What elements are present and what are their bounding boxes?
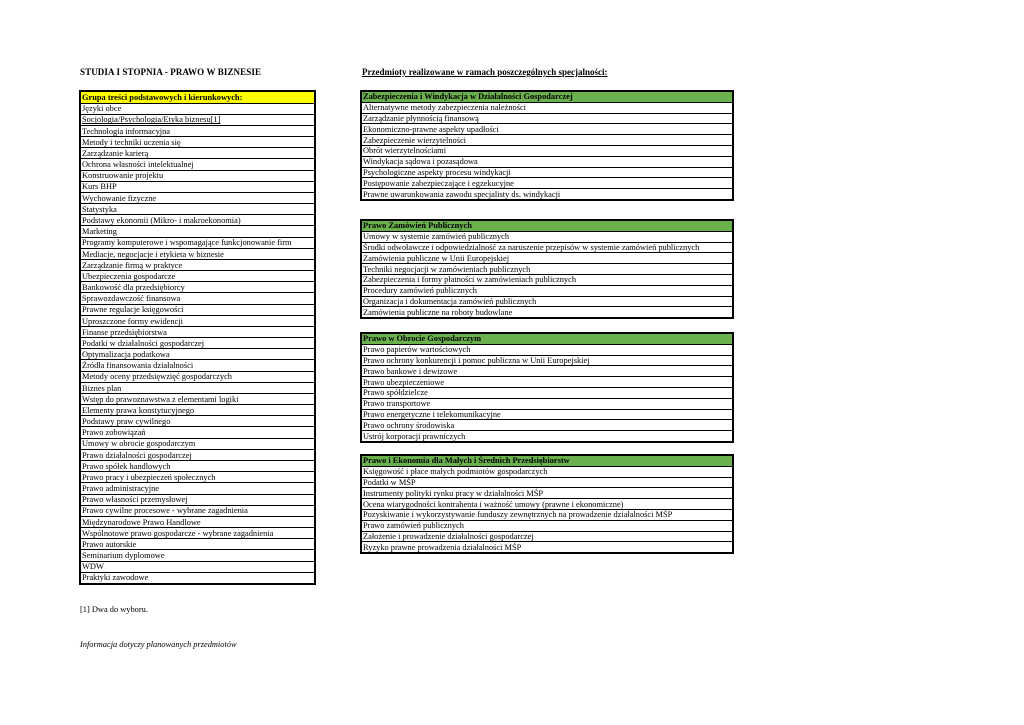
- table-row: [80, 483, 315, 494]
- core-subject-cell: Prawo pracy i ubezpieczeń społecznych: [80, 472, 315, 483]
- core-subject-cell: Prawo spółek handlowych: [80, 461, 315, 472]
- table-row: [361, 420, 733, 431]
- core-subject-cell: Optymalizacja podatkowa: [80, 349, 315, 360]
- specialization-subject-cell: Prawo energetyczne i telekomunikacyjne: [361, 409, 733, 420]
- core-subject-cell: Ochrona własności intelektualnej: [80, 159, 315, 170]
- table-row: [80, 137, 315, 148]
- table-row: [361, 355, 733, 366]
- table-row: [80, 315, 315, 326]
- table-row: [361, 253, 733, 264]
- table-row: [80, 304, 315, 315]
- table-row: [361, 488, 733, 499]
- table-row: [80, 271, 315, 282]
- specialization-subject-cell: Zarządzanie płynnością finansową: [361, 113, 733, 124]
- table-row: [361, 135, 733, 146]
- table-row: [80, 226, 315, 237]
- table-row: [80, 338, 315, 349]
- core-subject-cell: Podstawy ekonomii (Mikro- i makroekonomia): [80, 215, 315, 226]
- core-subject-cell: Mediacje, negocjacje i etykieta w biznesie: [80, 248, 315, 259]
- table-row: [361, 231, 733, 242]
- core-subjects-table: [79, 90, 316, 585]
- core-subject-cell: Kurs BHP: [80, 181, 315, 192]
- table-row: [80, 505, 315, 516]
- table-row: [80, 438, 315, 449]
- core-subject-cell: Metody i techniki uczenia się: [80, 137, 315, 148]
- table-row: [361, 466, 733, 477]
- table-row: [80, 360, 315, 371]
- specialization-subject-cell: Prawo ubezpieczeniowe: [361, 377, 733, 388]
- table-row: [80, 405, 315, 416]
- core-subject-cell: Elementy prawa konstytucyjnego: [80, 405, 315, 416]
- table-header-row: [361, 91, 733, 102]
- table-header-row: [361, 220, 733, 231]
- page-title: STUDIA I STOPNIA - PRAWO W BIZNESIE: [80, 67, 262, 77]
- core-subject-cell: Wychowanie fizyczne: [80, 192, 315, 203]
- footnote: [1] Dwa do wyboru.: [80, 605, 148, 614]
- table-row: [80, 550, 315, 561]
- table-row: [80, 449, 315, 460]
- table-row: [80, 528, 315, 539]
- core-subject-cell: WDW: [80, 561, 315, 572]
- table-row: [361, 102, 733, 113]
- table-row: [80, 148, 315, 159]
- table-row: [361, 156, 733, 167]
- specialization-subject-cell: Zamówienia publiczne na roboty budowlane: [361, 307, 733, 318]
- specialization-subject-cell: Ryzyko prawne prowadzenia działalności MŚP: [361, 542, 733, 553]
- specialization-subject-cell: Alternatywne metody zabezpieczenia należności: [361, 102, 733, 113]
- specialization-subject-cell: Instrumenty polityki rynku pracy w działalności MŚP: [361, 488, 733, 499]
- table-row: [361, 344, 733, 355]
- table-row: [361, 509, 733, 520]
- specialization-subject-cell: Założenie i prowadzenie działalności gospodarczej: [361, 531, 733, 542]
- table-row: [80, 237, 315, 248]
- core-subject-cell: Konstruowanie projektu: [80, 170, 315, 181]
- core-subject-cell: Biznes plan: [80, 382, 315, 393]
- core-subject-cell: Zarządzanie karierą: [80, 148, 315, 159]
- specialization-table-msp: [360, 454, 734, 554]
- core-subject-cell: Socjologia/Psychologia/Etyka biznesu[1]: [80, 114, 315, 125]
- specialization-subject-cell: Zabezpieczenie wierzytelności: [361, 135, 733, 146]
- core-subject-cell: Prawne regulacje księgowości: [80, 304, 315, 315]
- table-row: [80, 561, 315, 572]
- table-row: [361, 167, 733, 178]
- table-header-row: [361, 455, 733, 466]
- table-row: [361, 366, 733, 377]
- table-row: [80, 472, 315, 483]
- table-row: [80, 539, 315, 550]
- table-row: [361, 520, 733, 531]
- table-row: [361, 499, 733, 510]
- table-row: [80, 326, 315, 337]
- core-subject-cell: Prawo administracyjne: [80, 483, 315, 494]
- table-header-row: [80, 91, 315, 103]
- specialization-subject-cell: Postępowanie zabezpieczające i egzekucyjne: [361, 178, 733, 189]
- specialization-table-zamowienia: [360, 219, 734, 319]
- core-subject-cell: Metody oceny przedsięwzięć gospodarczych: [80, 371, 315, 382]
- specialization-subject-cell: Prawo ochrony konkurencji i pomoc publiczna w Unii Europejskiej: [361, 355, 733, 366]
- specialization-subject-cell: Prawne uwarunkowania zawodu specjalisty ds. windykacji: [361, 189, 733, 200]
- core-subject-cell: Prawo działalności gospodarczej: [80, 449, 315, 460]
- table-row: [361, 274, 733, 285]
- specialization-header: Zabezpieczenia i Windykacja w Działalności Gospodarczej: [361, 91, 733, 102]
- core-subject-cell: Prawo autorskie: [80, 539, 315, 550]
- table-row: [80, 114, 315, 125]
- core-subject-cell: Sprawozdawczość finansowa: [80, 293, 315, 304]
- table-row: [80, 259, 315, 270]
- table-row: [80, 159, 315, 170]
- table-row: [80, 572, 315, 584]
- core-subjects-header: Grupa treści podstawowych i kierunkowych:: [80, 91, 315, 103]
- table-row: [80, 293, 315, 304]
- specialization-subject-cell: Prawo bankowe i dewizowe: [361, 366, 733, 377]
- specialization-subject-cell: Pozyskiwanie i wykorzystywanie funduszy zewnętrznych na prowadzenie działalności MŚP: [361, 509, 733, 520]
- table-row: [361, 387, 733, 398]
- core-subject-cell: Ubezpieczenia gospodarcze: [80, 271, 315, 282]
- table-row: [361, 477, 733, 488]
- specialization-subject-cell: Techniki negocjacji w zamówieniach publicznych: [361, 264, 733, 275]
- core-subject-cell: Prawo cywilne procesowe - wybrane zagadnienia: [80, 505, 315, 516]
- specialization-subject-cell: Windykacja sądowa i pozasądowa: [361, 156, 733, 167]
- specialization-header: Prawo i Ekonomia dla Małych i Średnich Przedsiębiorstw: [361, 455, 733, 466]
- table-row: [361, 307, 733, 318]
- specialization-subject-cell: Prawo papierów wartościowych: [361, 344, 733, 355]
- table-row: [361, 178, 733, 189]
- core-subject-cell: Umowy w obrocie gospodarczym: [80, 438, 315, 449]
- core-subject-cell: Technologia informacyjna: [80, 125, 315, 136]
- info-note: Informacja dotyczy planowanych przedmiotów: [80, 640, 237, 649]
- core-subject-cell: Wspólnotowe prawo gospodarcze - wybrane zagadnienia: [80, 528, 315, 539]
- table-row: [361, 145, 733, 156]
- specialization-subject-cell: Obrót wierzytelnościami: [361, 145, 733, 156]
- table-row: [361, 409, 733, 420]
- table-row: [361, 264, 733, 275]
- table-row: [80, 349, 315, 360]
- table-row: [80, 204, 315, 215]
- specialization-subject-cell: Prawo ochrony środowiska: [361, 420, 733, 431]
- table-row: [80, 416, 315, 427]
- specialization-subject-cell: Prawo spółdzielcze: [361, 387, 733, 398]
- table-row: [80, 215, 315, 226]
- table-row: [80, 103, 315, 114]
- table-header-row: [361, 333, 733, 344]
- table-row: [80, 461, 315, 472]
- core-subject-cell: Podstawy praw cywilnego: [80, 416, 315, 427]
- table-row: [80, 393, 315, 404]
- specialization-subject-cell: Prawo zamówień publicznych: [361, 520, 733, 531]
- core-subject-cell: Prawo zobowiązań: [80, 427, 315, 438]
- table-row: [361, 296, 733, 307]
- core-subject-cell: Marketing: [80, 226, 315, 237]
- specialization-subject-cell: Ocena wiarygodności kontrahenta i ważność umowy (prawne i ekonomiczne): [361, 499, 733, 510]
- table-row: [361, 531, 733, 542]
- core-subject-cell: Prawo własności przemysłowej: [80, 494, 315, 505]
- core-subject-cell: Zarządzanie firmą w praktyce: [80, 259, 315, 270]
- table-row: [80, 382, 315, 393]
- table-row: [361, 377, 733, 388]
- table-row: [80, 181, 315, 192]
- table-row: [80, 282, 315, 293]
- specialization-subject-cell: Ustrój korporacji prawniczych: [361, 431, 733, 442]
- table-row: [361, 124, 733, 135]
- table-row: [80, 516, 315, 527]
- table-row: [361, 189, 733, 200]
- core-subject-cell: Statystyka: [80, 204, 315, 215]
- table-row: [80, 427, 315, 438]
- table-row: [361, 431, 733, 442]
- specializations-title: Przedmioty realizowane w ramach poszczególnych specjalności:: [362, 67, 608, 77]
- core-subject-cell: Finanse przedsiębiorstwa: [80, 326, 315, 337]
- table-row: [80, 192, 315, 203]
- specialization-subject-cell: Zamówienia publiczne w Unii Europejskiej: [361, 253, 733, 264]
- specialization-header: Prawo Zamówień Publicznych: [361, 220, 733, 231]
- specialization-header: Prawo w Obrocie Gospodarczym: [361, 333, 733, 344]
- core-subject-cell: Bankowość dla przedsiębiorcy: [80, 282, 315, 293]
- specialization-subject-cell: Organizacja i dokumentacja zamówień publicznych: [361, 296, 733, 307]
- specialization-subject-cell: Psychologiczne aspekty procesu windykacji: [361, 167, 733, 178]
- table-row: [80, 125, 315, 136]
- core-subject-cell: Uproszczone formy ewidencji: [80, 315, 315, 326]
- core-subject-cell: Międzynarodowe Prawo Handlowe: [80, 516, 315, 527]
- specialization-subject-cell: Księgowość i płace małych podmiotów gospodarczych: [361, 466, 733, 477]
- table-row: [80, 170, 315, 181]
- core-subject-cell: Języki obce: [80, 103, 315, 114]
- core-subject-cell: Seminarium dyplomowe: [80, 550, 315, 561]
- core-subject-cell: Wstęp do prawoznawstwa z elementami logiki: [80, 393, 315, 404]
- core-subject-cell: Programy komputerowe i wspomagające funkcjonowanie firm: [80, 237, 315, 248]
- core-subject-cell: Praktyki zawodowe: [80, 572, 315, 584]
- core-subject-cell: Źródła finansowania działalności: [80, 360, 315, 371]
- specialization-subject-cell: Umowy w systemie zamówień publicznych: [361, 231, 733, 242]
- table-row: [361, 398, 733, 409]
- specialization-subject-cell: Procedury zamówień publicznych: [361, 285, 733, 296]
- table-row: [361, 542, 733, 553]
- specialization-subject-cell: Podatki w MŚP: [361, 477, 733, 488]
- specialization-table-obrot: [360, 332, 734, 443]
- table-row: [361, 113, 733, 124]
- table-row: [80, 494, 315, 505]
- table-row: [80, 371, 315, 382]
- specialization-subject-cell: Prawo transportowe: [361, 398, 733, 409]
- table-row: [361, 242, 733, 253]
- specialization-subject-cell: Zabezpieczenia i formy płatności w zamówieniach publicznych: [361, 274, 733, 285]
- specialization-table-windykacja: [360, 90, 734, 201]
- specialization-subject-cell: Ekonomiczno-prawne aspekty upadłości: [361, 124, 733, 135]
- table-row: [361, 285, 733, 296]
- specialization-subject-cell: Środki odwoławcze i odpowiedzialność za naruszenie przepisów w systemie zamówień publicznych: [361, 242, 733, 253]
- table-row: [80, 248, 315, 259]
- core-subject-cell: Podatki w działalności gospodarczej: [80, 338, 315, 349]
